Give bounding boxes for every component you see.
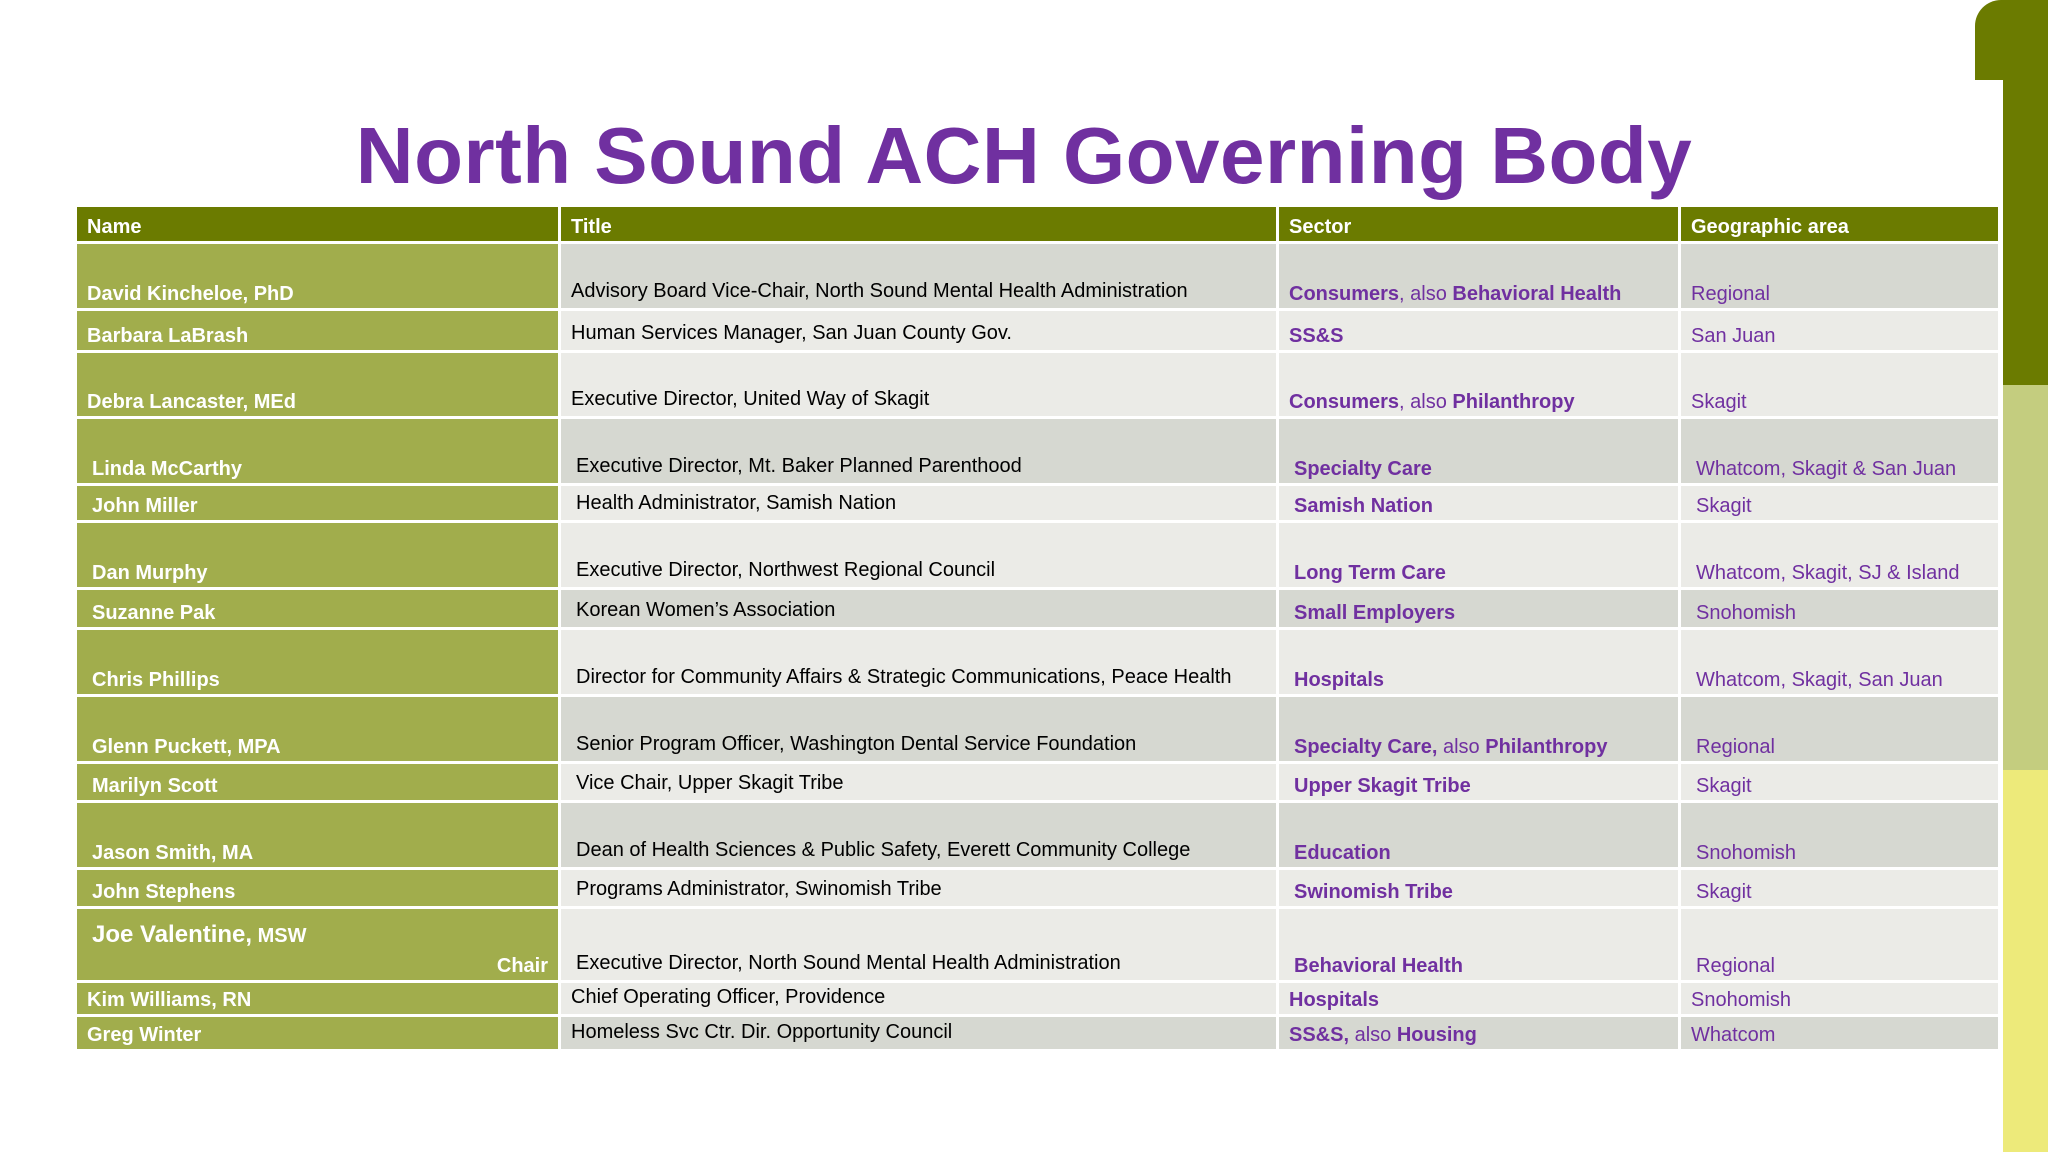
member-area: Whatcom, Skagit & San Juan (1680, 418, 2000, 485)
table-row (76, 522, 2000, 589)
member-title: Chief Operating Officer, Providence (560, 982, 1278, 1016)
member-title: Executive Director, Mt. Baker Planned Parenthood (560, 418, 1278, 485)
chair-name-line (92, 921, 548, 949)
member-sector (1278, 485, 1680, 522)
sector-main: Swinomish Tribe (1294, 881, 1453, 903)
member-area: Snohomish (1680, 802, 2000, 869)
header-geographic-area: Geographic area (1680, 206, 2000, 243)
table-row (76, 589, 2000, 629)
member-sector (1278, 418, 1680, 485)
header-title: Title (560, 206, 1278, 243)
chair-name: Joe Valentine, (92, 921, 253, 948)
member-sector (1278, 352, 1680, 418)
sector-also: Philanthropy (1485, 736, 1608, 758)
member-name: Chris Phillips (76, 629, 560, 696)
header-sector: Sector (1278, 206, 1680, 243)
member-sector (1278, 908, 1680, 982)
sector-main: Education (1294, 842, 1391, 864)
member-title: Senior Program Officer, Washington Dental Service Foundation (560, 696, 1278, 763)
sector-main: Long Term Care (1294, 562, 1446, 584)
sector-also: Housing (1396, 1024, 1477, 1046)
member-title: Homeless Svc Ctr. Dir. Opportunity Council (560, 1016, 1278, 1051)
table-row (76, 908, 2000, 982)
sector-main: SS&S, (1289, 1024, 1350, 1046)
member-title: Director for Community Affairs & Strategic Communications, Peace Health (560, 629, 1278, 696)
member-sector (1278, 763, 1680, 802)
sector-main: Samish Nation (1294, 495, 1433, 517)
member-name: Debra Lancaster, MEd (76, 352, 560, 418)
sector-main: Consumers (1289, 283, 1400, 305)
member-sector (1278, 522, 1680, 589)
table-row (76, 418, 2000, 485)
member-name: Linda McCarthy (76, 418, 560, 485)
member-name: Glenn Puckett, MPA (76, 696, 560, 763)
table-row (76, 1016, 2000, 1051)
member-area: Regional (1680, 696, 2000, 763)
member-area: Snohomish (1680, 982, 2000, 1016)
sector-main: SS&S (1289, 325, 1344, 347)
sector-main: Hospitals (1294, 669, 1385, 691)
member-name: Marilyn Scott (76, 763, 560, 802)
member-sector (1278, 982, 1680, 1016)
member-title: Vice Chair, Upper Skagit Tribe (560, 763, 1278, 802)
member-sector (1278, 802, 1680, 869)
sector-also-label: also (1349, 1024, 1397, 1046)
member-area: Regional (1680, 908, 2000, 982)
sector-main: Consumers (1289, 391, 1400, 413)
sector-also-label: also (1437, 736, 1486, 758)
table-row (76, 310, 2000, 352)
member-area: Skagit (1680, 485, 2000, 522)
table-row (76, 982, 2000, 1016)
member-sector (1278, 589, 1680, 629)
table-row (76, 485, 2000, 522)
member-area: Whatcom (1680, 1016, 2000, 1051)
member-title: Dean of Health Sciences & Public Safety, Everett Community College (560, 802, 1278, 869)
table-row (76, 696, 2000, 763)
member-name: Greg Winter (76, 1016, 560, 1051)
member-area: Snohomish (1680, 589, 2000, 629)
sector-main: Hospitals (1289, 989, 1380, 1011)
table-row (76, 869, 2000, 908)
table-row (76, 629, 2000, 696)
sector-main: Upper Skagit Tribe (1294, 775, 1471, 797)
slide-title: North Sound ACH Governing Body (355, 111, 1693, 200)
table-row (76, 763, 2000, 802)
member-title: Executive Director, Northwest Regional Council (560, 522, 1278, 589)
sector-main: Small Employers (1294, 602, 1456, 624)
chair-role: Chair (496, 955, 548, 977)
member-title: Programs Administrator, Swinomish Tribe (560, 869, 1278, 908)
sector-main: Specialty Care (1294, 458, 1432, 480)
member-name: Suzanne Pak (76, 589, 560, 629)
member-name: Barbara LaBrash (76, 310, 560, 352)
member-title: Advisory Board Vice-Chair, North Sound Mental Health Administration (560, 243, 1278, 310)
member-name: Jason Smith, MA (76, 802, 560, 869)
member-title: Executive Director, United Way of Skagit (560, 352, 1278, 418)
table-row (76, 802, 2000, 869)
sector-also: Behavioral Health (1452, 283, 1622, 305)
member-name: Dan Murphy (76, 522, 560, 589)
member-sector (1278, 696, 1680, 763)
member-title: Health Administrator, Samish Nation (560, 485, 1278, 522)
member-area: Skagit (1680, 352, 2000, 418)
governing-body-table (74, 204, 2001, 1052)
member-area: San Juan (1680, 310, 2000, 352)
member-sector (1278, 869, 1680, 908)
member-title: Korean Women’s Association (560, 589, 1278, 629)
member-title: Human Services Manager, San Juan County Gov. (560, 310, 1278, 352)
sector-main: Specialty Care, (1294, 736, 1438, 758)
chair-credential: MSW (252, 925, 307, 947)
member-sector (1278, 310, 1680, 352)
member-sector (1278, 243, 1680, 310)
member-sector (1278, 629, 1680, 696)
table-header-row (76, 206, 2000, 243)
member-name (76, 908, 560, 982)
member-name: Kim Williams, RN (76, 982, 560, 1016)
table-row (76, 352, 2000, 418)
member-name: John Miller (76, 485, 560, 522)
member-area: Whatcom, Skagit, San Juan (1680, 629, 2000, 696)
sector-main: Behavioral Health (1294, 955, 1463, 977)
member-area: Skagit (1680, 763, 2000, 802)
member-name: John Stephens (76, 869, 560, 908)
member-title: Executive Director, North Sound Mental Health Administration (560, 908, 1278, 982)
header-name: Name (76, 206, 560, 243)
sector-also-label: , also (1399, 391, 1453, 413)
sector-also-label: , also (1399, 283, 1453, 305)
member-area: Skagit (1680, 869, 2000, 908)
member-area: Regional (1680, 243, 2000, 310)
sector-also: Philanthropy (1452, 391, 1575, 413)
member-name: David Kincheloe, PhD (76, 243, 560, 310)
table-row (76, 243, 2000, 310)
member-sector (1278, 1016, 1680, 1051)
member-area: Whatcom, Skagit, SJ & Island (1680, 522, 2000, 589)
